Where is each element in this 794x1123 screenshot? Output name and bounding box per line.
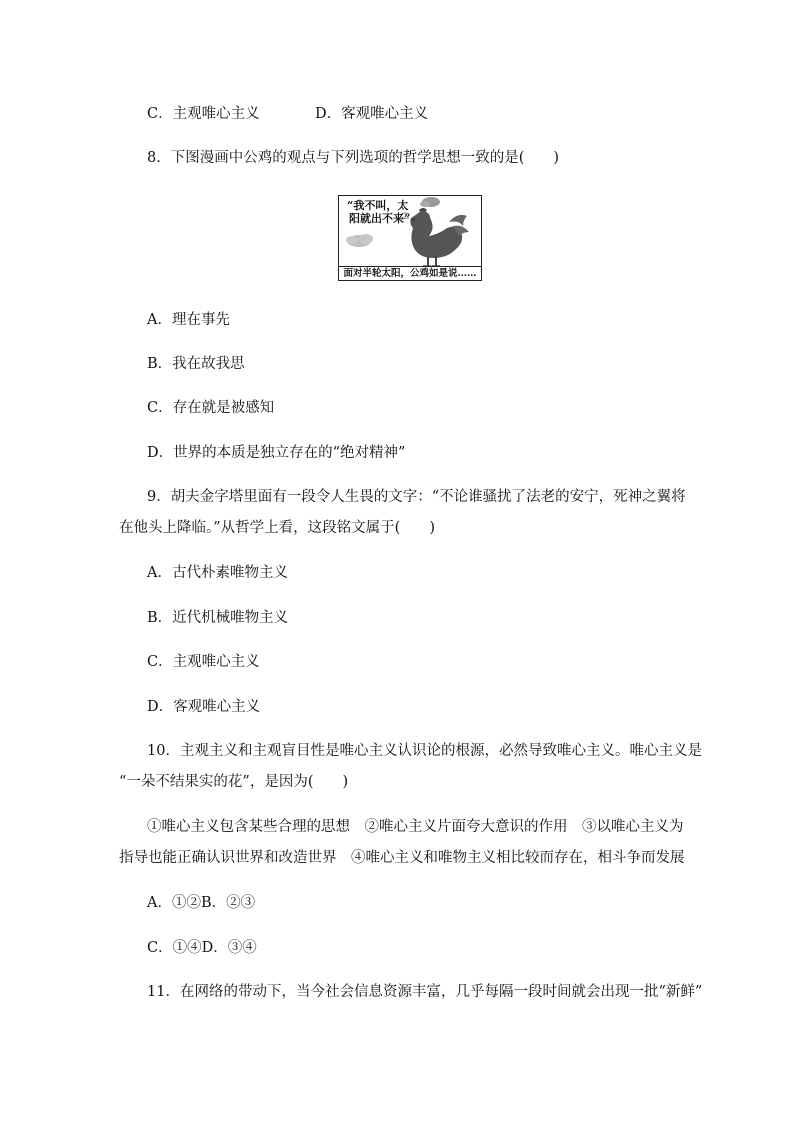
q10-statements-line2: 指导也能正确认识世界和改造世界 ④唯心主义和唯物主义相比较而存在，相斗争而发展 [119,850,685,866]
q7-option-c: C．主观唯心主义 [147,106,260,122]
q9-option-a: A．古代朴素唯物主义 [147,565,288,581]
q8-option-a: A．理在事先 [147,312,230,328]
q8-option-b: B．我在故我思 [147,356,245,372]
q10-option-ab: A．①②B．②③ [147,895,256,911]
cloud-icon [420,197,440,207]
rooster-cartoon [338,195,482,281]
sound-lines-icon [400,213,409,220]
q9-option-c: C．主观唯心主义 [147,654,260,670]
q7-option-d: D．客观唯心主义 [315,106,429,122]
q10-stem-line1: 10．主观主义和主观盲目性是唯心主义认识论的根源，必然导致唯心主义。唯心主义是 [147,743,702,759]
q9-stem-line1: 9．胡夫金字塔里面有一段令人生畏的文字：“不论谁骚扰了法老的安宁，死神之翼将 [147,489,686,505]
q8-option-d: D．世界的本质是独立存在的“绝对精神” [147,445,406,461]
cartoon-caption: 面对半轮太阳，公鸡如是说…… [339,266,481,280]
q8-option-c: C．存在就是被感知 [147,400,275,416]
q9-option-b: B．近代机械唯物主义 [147,610,289,626]
q7-options-row [147,104,428,124]
rooster-icon [410,208,469,266]
half-sun-icon [346,234,373,247]
q9-stem-line2: 在他头上降临。”从哲学上看，这段铭文属于( ) [119,520,435,536]
q10-statements-line1: ①唯心主义包含某些合理的思想 ②唯心主义片面夸大意识的作用 ③以唯心主义为 [147,819,684,835]
q9-option-d: D．客观唯心主义 [147,699,261,715]
cartoon-speech-bubble: “我不叫，太 阳就出不来” [347,199,411,225]
q8-stem: 8．下图漫画中公鸡的观点与下列选项的哲学思想一致的是( ) [147,150,560,166]
q10-stem-line2: “一朵不结果实的花”，是因为( ) [119,774,349,790]
q11-stem-line1: 11．在网络的带动下，当今社会信息资源丰富，几乎每隔一段时间就会出现一批“新鲜” [147,984,703,1000]
q10-option-cd: C．①④D．③④ [147,940,257,956]
